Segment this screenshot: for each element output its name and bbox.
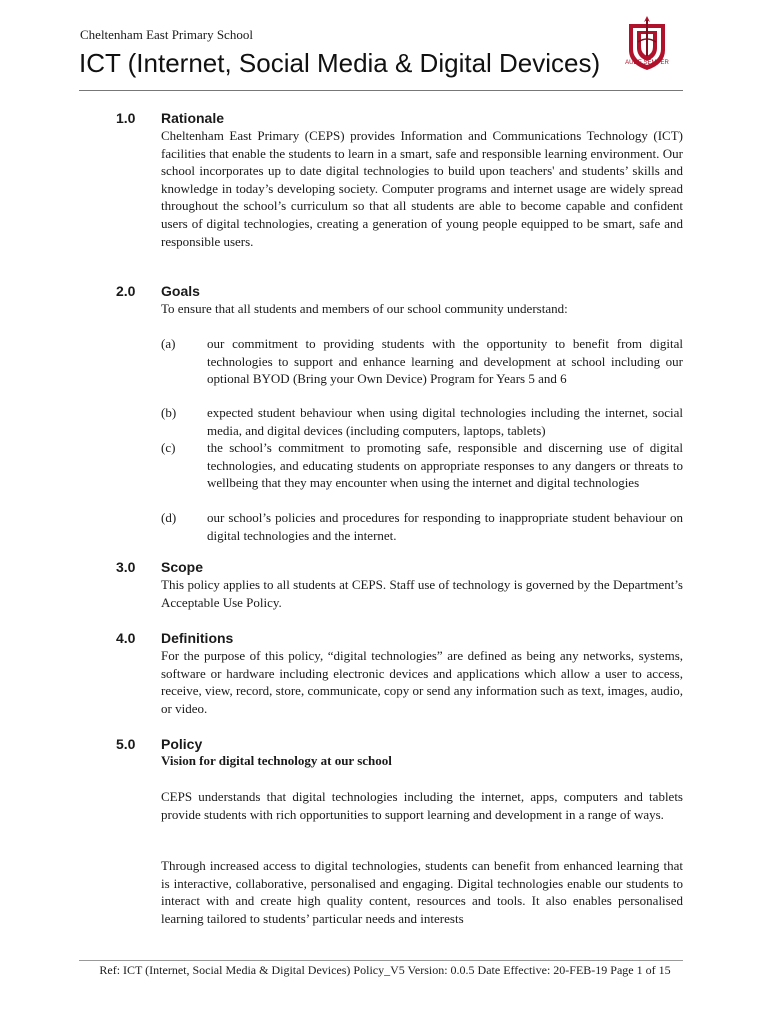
page-footer: Ref: ICT (Internet, Social Media & Digital Devices) Policy_V5 Version: 0.0.5 Date Effective: 20-FEB-19 Page 1 of 15	[99, 963, 671, 977]
section-number: 1.0	[116, 110, 136, 126]
goal-label: (c)	[161, 440, 176, 455]
section-title: Policy	[161, 736, 203, 752]
goal-text: expected student behaviour when using digital technologies including the internet, social media, and digital devices (including computers, laptops, tablets)	[207, 405, 683, 438]
school-name: Cheltenham East Primary School	[80, 27, 253, 42]
goal-label: (b)	[161, 405, 177, 420]
section-intro: To ensure that all students and members of our school community understand:	[161, 301, 568, 316]
section-number: 4.0	[116, 630, 136, 646]
goal-label: (a)	[161, 336, 176, 351]
section-title: Rationale	[161, 110, 225, 126]
goal-text: the school’s commitment to promoting safe, responsible and discerning use of digital technologies, and educating students on appropriate responses to any dangers or threats to wellbeing that they may encounter when using the internet and digital technologies	[207, 440, 683, 491]
page-title: ICT (Internet, Social Media & Digital Devices)	[79, 48, 601, 78]
section-title: Definitions	[161, 630, 234, 646]
section-text: This policy applies to all students at CEPS. Staff use of technology is governed by the Department’s Acceptable Use Policy.	[161, 577, 683, 610]
section-text: For the purpose of this policy, “digital technologies” are defined as being any networks, systems, software or hardware including electronic devices and applications which allow a user to access, receive, view, record, store, communicate, copy or send any information such as text, images, audio, or video.	[161, 648, 683, 716]
goal-text: our commitment to providing students with the opportunity to benefit from digital technologies to support and enhance learning and development at school including our optional BYOD (Bring your Own Device) Program for Years 5 and 6	[207, 336, 683, 387]
section-title: Scope	[161, 559, 204, 575]
header-divider	[79, 90, 683, 91]
section-number: 5.0	[116, 736, 136, 752]
goal-text: our school’s policies and procedures for responding to inappropriate student behaviour on digital technologies and the internet.	[207, 510, 683, 543]
section-title: Goals	[161, 283, 200, 299]
footer-divider	[79, 960, 683, 961]
crest-motto: AUDE SEMPER	[625, 60, 669, 66]
section-text: Cheltenham East Primary (CEPS) provides Information and Communications Technology (ICT) facilities that enable the students to learn in a smart, safe and responsible learning environment. Our school incorporates up to date digital technologies to build upon teachers' and students’ skills and knowledge in today’s developing society. Computer programs and internet usage are widely spread throughout the school’s curriculum so that all students are able to become capable and confident users of digital technologies, creating a generation of young people equipped to be smart, safe and responsible users.	[161, 128, 683, 249]
section-subheading: Vision for digital technology at our school	[161, 753, 392, 768]
section-paragraph: CEPS understands that digital technologies including the internet, apps, computers and tablets provide students with rich opportunities to support learning and development in a range of ways.	[161, 789, 683, 822]
section-paragraph: Through increased access to digital technologies, students can benefit from enhanced learning that is interactive, collaborative, personalised and engaging. Digital technologies enable our students to interact with and create high quality content, resources and tools. It also enables personalised learning tailored to students’ particular needs and interests	[161, 858, 683, 926]
section-number: 2.0	[116, 283, 136, 299]
section-number: 3.0	[116, 559, 136, 575]
goal-label: (d)	[161, 510, 177, 525]
